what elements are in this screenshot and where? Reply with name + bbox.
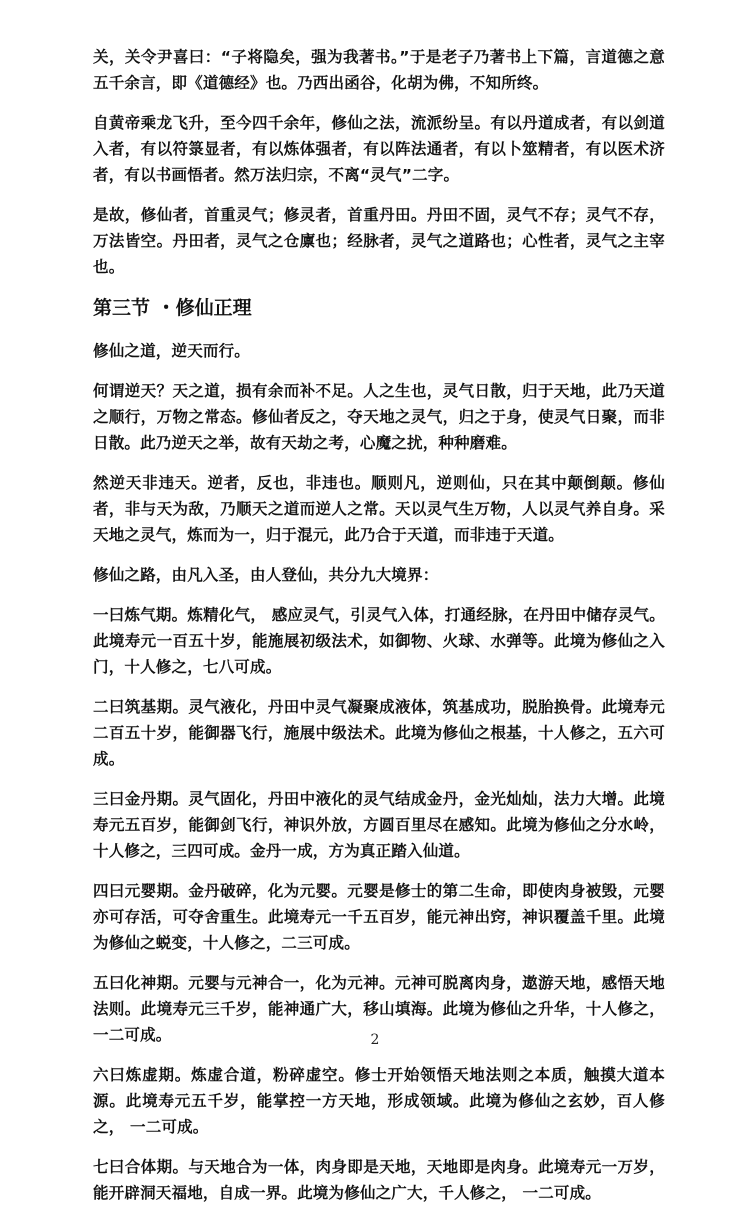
paragraph-against-heaven: 修仙之道，逆天而行。 [93,342,251,360]
paragraph-realm-nascent-soul: 四曰元婴期。金丹破碎，化为元婴。元婴是修士的第二生命，即使肉身被毁，元婴亦可存活，可夺舍重生。此境寿元一千五百岁，能元神出窍，神识覆盖千里。此境为修仙之蜕变，十人修之，二三可成。 [93,882,665,952]
paragraph-realm-golden-core: 三曰金丹期。灵气固化，丹田中液化的灵气结成金丹，金光灿灿，法力大增。此境寿元五百岁，能御剑飞行，神识外放，方圆百里尽在感知。此境为修仙之分水岭，十人修之，三四可成。金丹一成，方为真正踏入仙道。 [93,790,665,860]
paragraph-schools: 自黄帝乘龙飞升，至今四千余年，修仙之法，流派纷呈。有以丹道成者，有以剑道入者，有以符箓显者，有以炼体强者，有以阵法通者，有以卜筮精者，有以医术济者，有以书画悟者。然万法归宗，不离“灵气”二字。 [93,114,665,184]
section-heading: 第三节 ・修仙正理 [93,297,252,319]
paragraph-what-is-against-heaven: 何谓逆天？天之道，损有余而补不足。人之生也，灵气日散，归于天地，此乃天道之顺行，万物之常态。修仙者反之，夺天地之灵气，归之于身，使灵气日聚，而非日散。此乃逆天之举，故有天劫之考，心魔之扰，种种磨难。 [93,382,665,452]
paragraph-realm-body-integration: 七曰合体期。与天地合为一体，肉身即是天地，天地即是肉身。此境寿元一万岁，能开辟洞天福地，自成一界。此境为修仙之广大，千人修之， 一二可成。 [93,1158,665,1202]
paragraph-realm-qi-refining: 一曰炼气期。炼精化气， 感应灵气，引灵气入体，打通经脉，在丹田中储存灵气。此境寿元一百五十岁，能施展初级法术，如御物、火球、水弹等。此境为修仙之入门，十人修之，七八可成。 [93,606,665,676]
paragraph-dantian: 是故，修仙者，首重灵气；修灵者，首重丹田。丹田不固，灵气不存；灵气不存，万法皆空。丹田者，灵气之仓廪也；经脉者，灵气之道路也；心性者，灵气之主宰也。 [93,206,665,276]
paragraph-realm-foundation: 二曰筑基期。灵气液化，丹田中灵气凝聚成液体，筑基成功，脱胎换骨。此境寿元二百五十岁，能御器飞行，施展中级法术。此境为修仙之根基，十人修之，五六可成。 [93,698,665,768]
paragraph-realm-spirit-transformation: 五曰化神期。元婴与元神合一，化为元神。元神可脱离肉身，遨游天地，感悟天地法则。此境寿元三千岁，能神通广大，移山填海。此境为修仙之升华，十人修之， 一二可成。 [93,974,665,1044]
page-number: 2 [370,1032,380,1048]
paragraph-not-violating-heaven: 然逆天非违天。逆者，反也，非违也。顺则凡，逆则仙，只在其中颠倒颠。修仙者，非与天为敌，乃顺天之道而逆人之常。天以灵气生万物，人以灵气养自身。采天地之灵气，炼而为一，归于混元，此乃合于天道，而非违于天道。 [93,474,665,544]
paragraph-laozi: 关，关令尹喜曰：“子将隐矣，强为我著书。”于是老子乃著书上下篇，言道德之意五千余言，即《道德经》也。乃西出函谷，化胡为佛，不知所终。 [93,48,665,92]
paragraph-nine-realms-intro: 修仙之路，由凡入圣，由人登仙，共分九大境界： [93,566,439,584]
paragraph-realm-void-refining: 六曰炼虚期。炼虚合道，粉碎虚空。修士开始领悟天地法则之本质，触摸大道本源。此境寿元五千岁，能掌控一方天地，形成领域。此境为修仙之玄妙，百人修之， 一二可成。 [93,1066,665,1136]
